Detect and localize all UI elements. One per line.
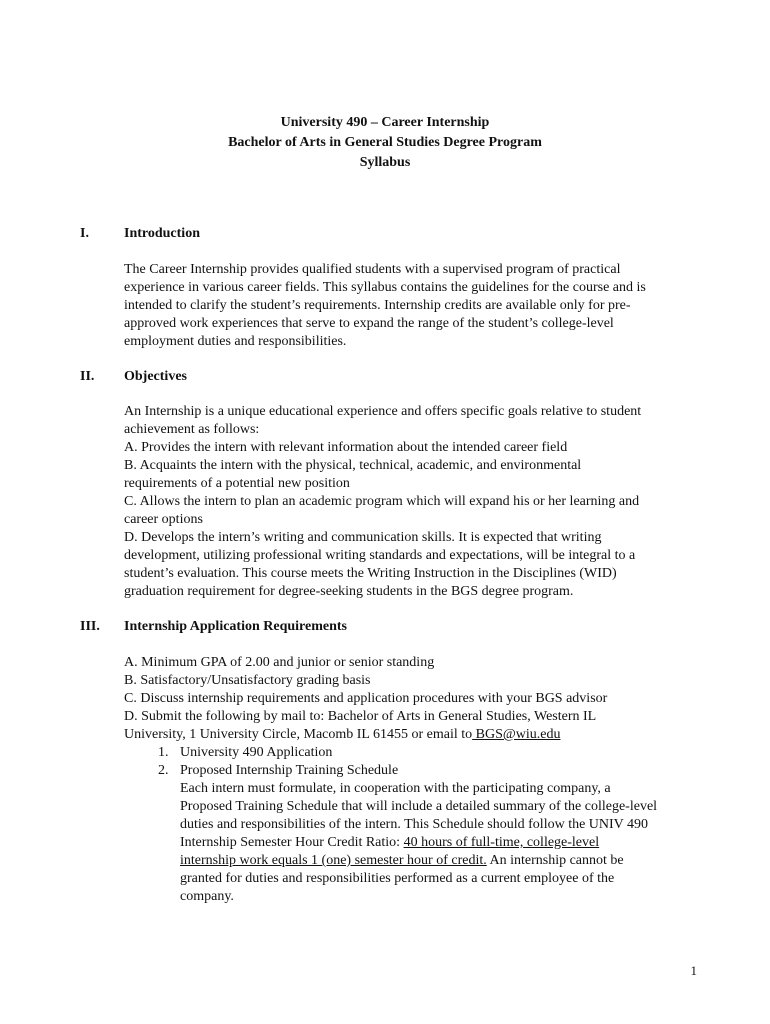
text-line: student’s evaluation. This course meets the Writing Instruction in the Disciplines (WID)	[124, 566, 617, 581]
page-number: 1	[690, 963, 697, 978]
text-line: Proposed Training Schedule that will include a detailed summary of the college-level	[180, 799, 658, 814]
section-body	[124, 261, 694, 351]
requirement-d: D. Submit the following by mail to: Bachelor of Arts in General Studies, Western IL	[124, 709, 597, 724]
submission-list	[124, 744, 704, 906]
requirement-b: B. Satisfactory/Unsatisfactory grading basis	[124, 673, 371, 688]
ratio-emphasis: internship work equals 1 (one) semester hour of credit.	[180, 853, 487, 868]
text-line: graduation requirement for degree-seeking students in the BGS degree program.	[124, 584, 574, 599]
section-heading: Objectives	[124, 369, 187, 384]
section-number: II.	[80, 369, 95, 384]
text-line: employment duties and responsibilities.	[124, 334, 347, 349]
text-line: requirements of a potential new position	[124, 476, 350, 491]
section-heading: Internship Application Requirements	[124, 619, 347, 634]
section-number: III.	[80, 619, 100, 634]
ratio-suffix: An internship cannot be	[486, 853, 624, 868]
ratio-line	[180, 834, 704, 852]
email-link[interactable]: BGS@wiu.edu	[472, 727, 561, 742]
ratio-emphasis: 40 hours of full-time, college-level	[403, 835, 600, 850]
list-item	[158, 744, 704, 762]
section-heading: Introduction	[124, 226, 200, 241]
ratio-label: Internship Semester Hour Credit Ratio:	[180, 835, 404, 850]
objective-a: A. Provides the intern with relevant information about the intended career field	[124, 440, 568, 455]
list-item	[158, 762, 704, 780]
text-line: development, utilizing professional writing standards and expectations, will be integral to a	[124, 548, 636, 563]
item-text: Proposed Internship Training Schedule	[180, 763, 399, 778]
requirement-a: A. Minimum GPA of 2.00 and junior or senior standing	[124, 655, 435, 670]
ratio-line-2	[180, 852, 704, 870]
section-body	[124, 403, 694, 601]
document-title	[0, 113, 770, 173]
requirement-c: C. Discuss internship requirements and application procedures with your BGS advisor	[124, 691, 608, 706]
objective-c: C. Allows the intern to plan an academic program which will expand his or her learning and	[124, 494, 640, 509]
section-body	[124, 654, 704, 906]
text-line: Each intern must formulate, in cooperation with the participating company, a	[180, 781, 611, 796]
objective-d: D. Develops the intern’s writing and communication skills. It is expected that writing	[124, 530, 602, 545]
title-program: Bachelor of Arts in General Studies Degree Program	[228, 135, 542, 150]
item-text: University 490 Application	[180, 745, 333, 760]
item-number: 2.	[158, 763, 169, 778]
title-syllabus: Syllabus	[359, 155, 411, 170]
text-line: company.	[180, 889, 234, 904]
item-number: 1.	[158, 745, 169, 760]
address-text: University, 1 University Circle, Macomb IL 61455 or email to	[124, 727, 473, 742]
title-course: University 490 – Career Internship	[280, 115, 490, 130]
text-line: An Internship is a unique educational experience and offers specific goals relative to student	[124, 404, 642, 419]
address-line	[124, 726, 704, 744]
text-line: duties and responsibilities of the intern. This Schedule should follow the UNIV 490	[180, 817, 649, 832]
schedule-description	[158, 780, 704, 906]
text-line: The Career Internship provides qualified students with a supervised program of practical	[124, 262, 621, 277]
text-line: career options	[124, 512, 203, 527]
text-line: granted for duties and responsibilities performed as a current employee of the	[180, 871, 615, 886]
text-line: experience in various career fields. This syllabus contains the guidelines for the course and is	[124, 280, 646, 295]
section-number: I.	[80, 226, 89, 241]
text-line: achievement as follows:	[124, 422, 260, 437]
objective-b: B. Acquaints the intern with the physical, technical, academic, and environmental	[124, 458, 582, 473]
text-line: intended to clarify the student’s requirements. Internship credits are available only for pre-	[124, 298, 631, 313]
text-line: approved work experiences that serve to expand the range of the student’s college-level	[124, 316, 614, 331]
